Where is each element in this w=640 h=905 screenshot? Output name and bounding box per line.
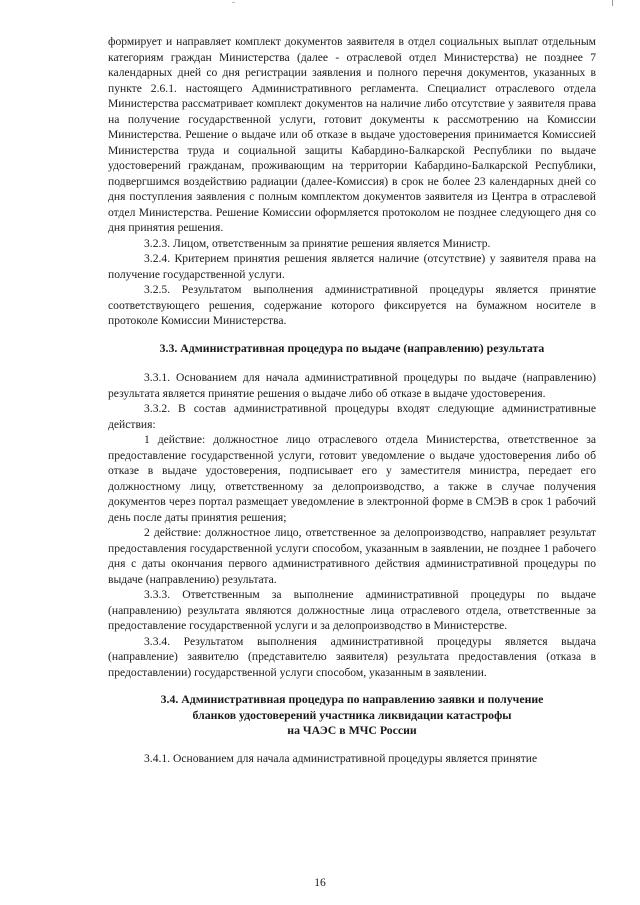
- body-paragraph: формирует и направляет комплект документов заявителя в отдел социальных выплат отдельным категориям граждан Министерства (далее - отраслевой отдел Министерства) не позднее 7 календарных дней со дня регистрации заявления и полного перечня документов, указанных в пункте 2.6.1. настоящего Административного регламента. Специалист отраслевого отдела Министерства рассматривает комплект документов на наличие либо отсутствие у заявителя права на получение государственной услуги, готовит документы к рассмотрению на Комиссии Министерства. Решение о выдаче или об отказе в выдаче удостоверения принимается Комиссией Министерства труда и социальной защиты Кабардино-Балкарской Республики по выдаче удостоверений гражданам, проживающим на территории Кабардино-Балкарской Республики, подвергшимся воздействию радиации (далее-Комиссия) в срок не более 23 календарных дней со дня поступления заявления с полным комплектом документов заявителя из Центра в отраслевой отдел Министерства. Решение Комиссии оформляется протоколом не позднее следующего дня со дня принятия решения.: [108, 35, 596, 234]
- scan-speck: [612, 0, 613, 6]
- body-paragraph: 1 действие: должностное лицо отраслевого отдела Министерства, ответственное за предоставление государственной услуги, готовит уведомление о выдаче удостоверения либо об отказе в выдаче удостоверения, подписывает его у заместителя министра, передает его должностному лицу, ответственному за делопроизводство, а также в случае получения документов через портал размещает уведомление в электронной форме в СМЭВ в срок 1 рабочий день после даты принятия решения;: [108, 433, 596, 524]
- scan-speck: [232, 2, 235, 3]
- heading-line: 3.4. Административная процедура по направлению заявки и получение: [160, 692, 544, 706]
- heading-line: на ЧАЭС в МЧС России: [287, 723, 417, 737]
- body-paragraph: 3.3.3. Ответственным за выполнение административной процедуры по выдаче (направлению) результата являются должностные лица отраслевого отдела, ответственные за предоставление государственной услуги и за делопроизводство в Министерстве.: [108, 588, 596, 632]
- section-heading-3-4: [108, 692, 596, 739]
- body-paragraph: 3.4.1. Основанием для начала административной процедуры является принятие: [144, 751, 538, 765]
- section-heading-3-3: 3.3. Административная процедура по выдаче (направлению) результата: [159, 340, 545, 355]
- body-paragraph: 3.3.1. Основанием для начала административной процедуры по выдаче (направлению) результата является принятие решения о выдаче либо об отказе в выдаче удостоверения.: [108, 371, 596, 400]
- page-number: 16: [314, 876, 326, 889]
- document-page: [108, 34, 596, 766]
- body-paragraph: 3.2.3. Лицом, ответственным за принятие решения является Министр.: [144, 236, 491, 250]
- body-paragraph: 3.3.2. В состав административной процедуры входят следующие административные действия:: [108, 402, 596, 431]
- body-paragraph: 3.2.5. Результатом выполнения административной процедуры является принятие соответствующего решения, содержание которого фиксируется на бумажном носителе в протоколе Комиссии Министерства.: [108, 283, 596, 327]
- body-paragraph: 2 действие: должностное лицо, ответственное за делопроизводство, направляет результат предоставления государственной услуги способом, указанным в заявлении, не позднее 1 рабочего дня с даты окончания первого административного действия административной процедуры по выдаче (направлению) результата.: [108, 526, 596, 586]
- heading-line: бланков удостоверений участника ликвидации катастрофы: [192, 707, 512, 722]
- body-paragraph: 3.3.4. Результатом выполнения административной процедуры является выдача (направление) заявителю (представителю заявителя) результата предоставления (отказа в предоставлении) государственной услуги способом, указанным в заявлении.: [108, 634, 596, 679]
- body-paragraph: 3.2.4. Критерием принятия решения является наличие (отсутствие) у заявителя права на получение государственной услуги.: [108, 252, 596, 281]
